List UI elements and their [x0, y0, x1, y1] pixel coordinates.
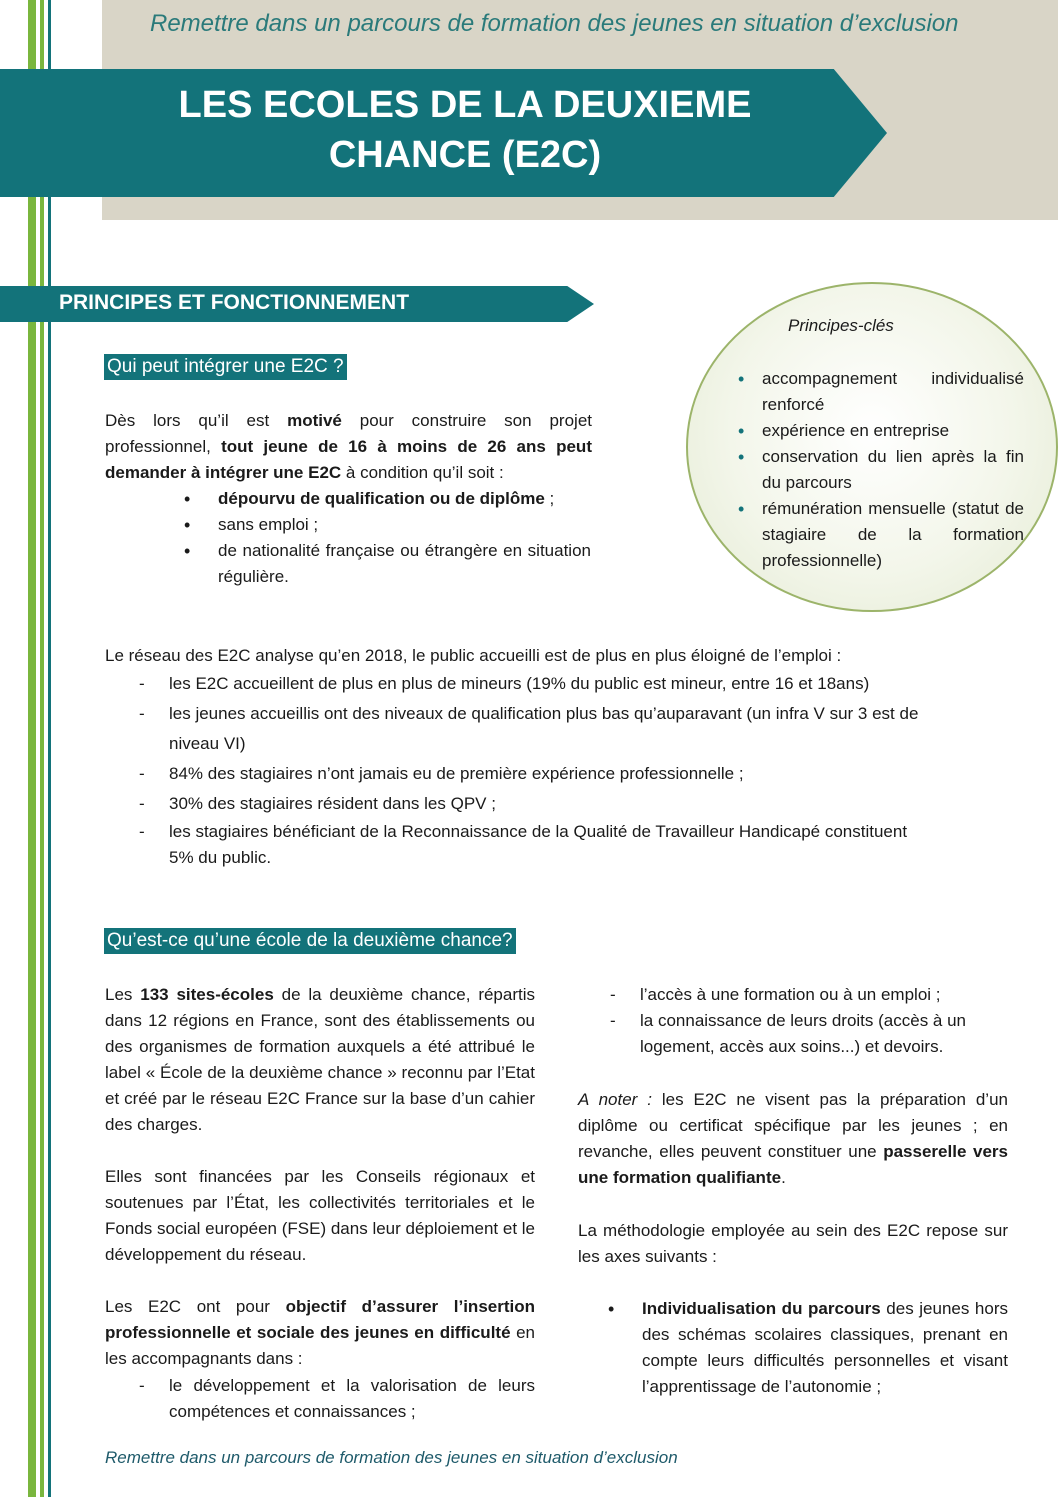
- method-paragraph: La méthodologie employée au sein des E2C repose sur les axes suivants :: [578, 1221, 1008, 1266]
- what-list-left: [139, 1373, 535, 1425]
- bullet-item: [608, 1296, 1008, 1400]
- principle-item: • conservation du lien après la fin du parcours: [738, 444, 1024, 496]
- text-run: de la deuxième chance, répartis dans 12 régions en France, sont des établissements ou des organismes de formation auxquels a été attribué le label « École de la deuxième chance » reconnu par l’Etat et créé par le réseau E2C France sur la base d’un cahier des charges.: [105, 985, 536, 1134]
- text-run: en les accompagnants dans :: [105, 1323, 535, 1368]
- principles-list: [738, 366, 1024, 574]
- bold-text: dépourvu de qualification ou de diplôme: [218, 489, 545, 508]
- note-label: A noter :: [578, 1090, 652, 1109]
- what-heading: Qu’est-ce qu’une école de la deuxième chance?: [104, 928, 516, 954]
- page-title: LES ECOLES DE LA DEUXIEME CHANCE (E2C): [178, 84, 752, 176]
- bullet-item: [184, 486, 591, 512]
- support-item: - la connaissance de leurs droits (accès à un logement, accès aux soins...) et devoirs.: [610, 1008, 1008, 1060]
- what-p3: [105, 1294, 535, 1372]
- network-item: - les stagiaires bénéficiant de la Reconnaissance de la Qualité de Travailleur Handicapé constituent 5% du public.: [139, 819, 929, 871]
- network-item: - 84% des stagiaires n’ont jamais eu de première expérience professionnelle ;: [139, 759, 989, 789]
- who-conditions: [184, 486, 591, 590]
- network-item: - 30% des stagiaires résident dans les QPV ;: [139, 789, 989, 819]
- network-list: [139, 669, 989, 871]
- bold-text: objectif d’assurer l’insertion professionnelle et sociale des jeunes en difficulté: [105, 1297, 535, 1342]
- text-run: sans emploi ;: [218, 515, 319, 534]
- text-run: ;: [544, 489, 555, 508]
- what-p2: Elles sont financées par les Conseils régionaux et soutenues par l’État, les collectivités territoriales et le Fonds social européen (FSE) dans leur déploiement et le développement du réseau.: [105, 1167, 535, 1264]
- who-heading: Qui peut intégrer une E2C ?: [104, 354, 347, 380]
- text-run: de nationalité française ou étrangère en situation régulière.: [218, 541, 591, 586]
- bold-text: passerelle vers une formation qualifiante: [578, 1142, 1008, 1187]
- text-run: les E2C ne visent pas la préparation d’un diplôme ou certificat spécifique par les jeunes ; en revanche, elles peuvent constituer une: [578, 1090, 1008, 1161]
- principle-item: • expérience en entreprise: [738, 418, 1024, 444]
- side-bar-green-1: [28, 0, 36, 1497]
- side-bar-green-2: [40, 0, 44, 1497]
- network-intro: Le réseau des E2C analyse qu’en 2018, le public accueilli est de plus en plus éloigné de l’emploi :: [105, 646, 842, 665]
- section-heading: PRINCIPES ET FONCTIONNEMENT: [59, 291, 410, 314]
- header-tagline: Remettre dans un parcours de formation des jeunes en situation d’exclusion: [150, 10, 959, 37]
- bold-text: 133 sites-écoles: [140, 985, 274, 1004]
- text-run: pour construire son projet professionnel,: [105, 411, 592, 456]
- what-p1: [105, 982, 535, 1138]
- bold-text: motivé: [287, 411, 342, 430]
- text-run: Dès lors qu’il est: [105, 411, 288, 430]
- note-paragraph: [578, 1087, 1008, 1191]
- method-axes: [608, 1296, 1008, 1400]
- text-run: .: [781, 1168, 786, 1187]
- text-run: des jeunes hors des schémas scolaires classiques, prenant en compte leurs difficultés personnelles et visant l’apprentissage de l’autonomie ;: [642, 1299, 1008, 1396]
- bullet-item: [184, 512, 591, 538]
- support-item: - l’accès à une formation ou à un emploi ;: [610, 982, 1008, 1008]
- text-run: Les E2C ont pour: [105, 1297, 286, 1316]
- bold-text: Individualisation du parcours: [642, 1299, 881, 1318]
- text-run: à condition qu’il soit :: [341, 463, 504, 482]
- what-list-right: [610, 982, 1008, 1060]
- support-item: - le développement et la valorisation de leurs compétences et connaissances ;: [139, 1373, 535, 1425]
- side-bar-teal: [48, 0, 51, 1497]
- principles-title: Principes-clés: [788, 316, 894, 335]
- text-run: Les: [105, 985, 141, 1004]
- bold-text: tout jeune de 16 à moins de 26 ans peut demander à intégrer une E2C: [105, 437, 592, 482]
- network-item: - les jeunes accueillis ont des niveaux de qualification plus bas qu’auparavant (un infra V sur 3 est de niveau VI): [139, 699, 969, 759]
- who-intro: [105, 408, 592, 486]
- principle-item: • accompagnement individualisé renforcé: [738, 366, 1024, 418]
- footer-tagline: Remettre dans un parcours de formation des jeunes en situation d’exclusion: [105, 1448, 678, 1467]
- network-item: - les E2C accueillent de plus en plus de mineurs (19% du public est mineur, entre 16 et 18ans): [139, 669, 989, 699]
- bullet-item: [184, 538, 591, 590]
- principle-item: • rémunération mensuelle (statut de stagiaire de la formation professionnelle): [738, 496, 1024, 574]
